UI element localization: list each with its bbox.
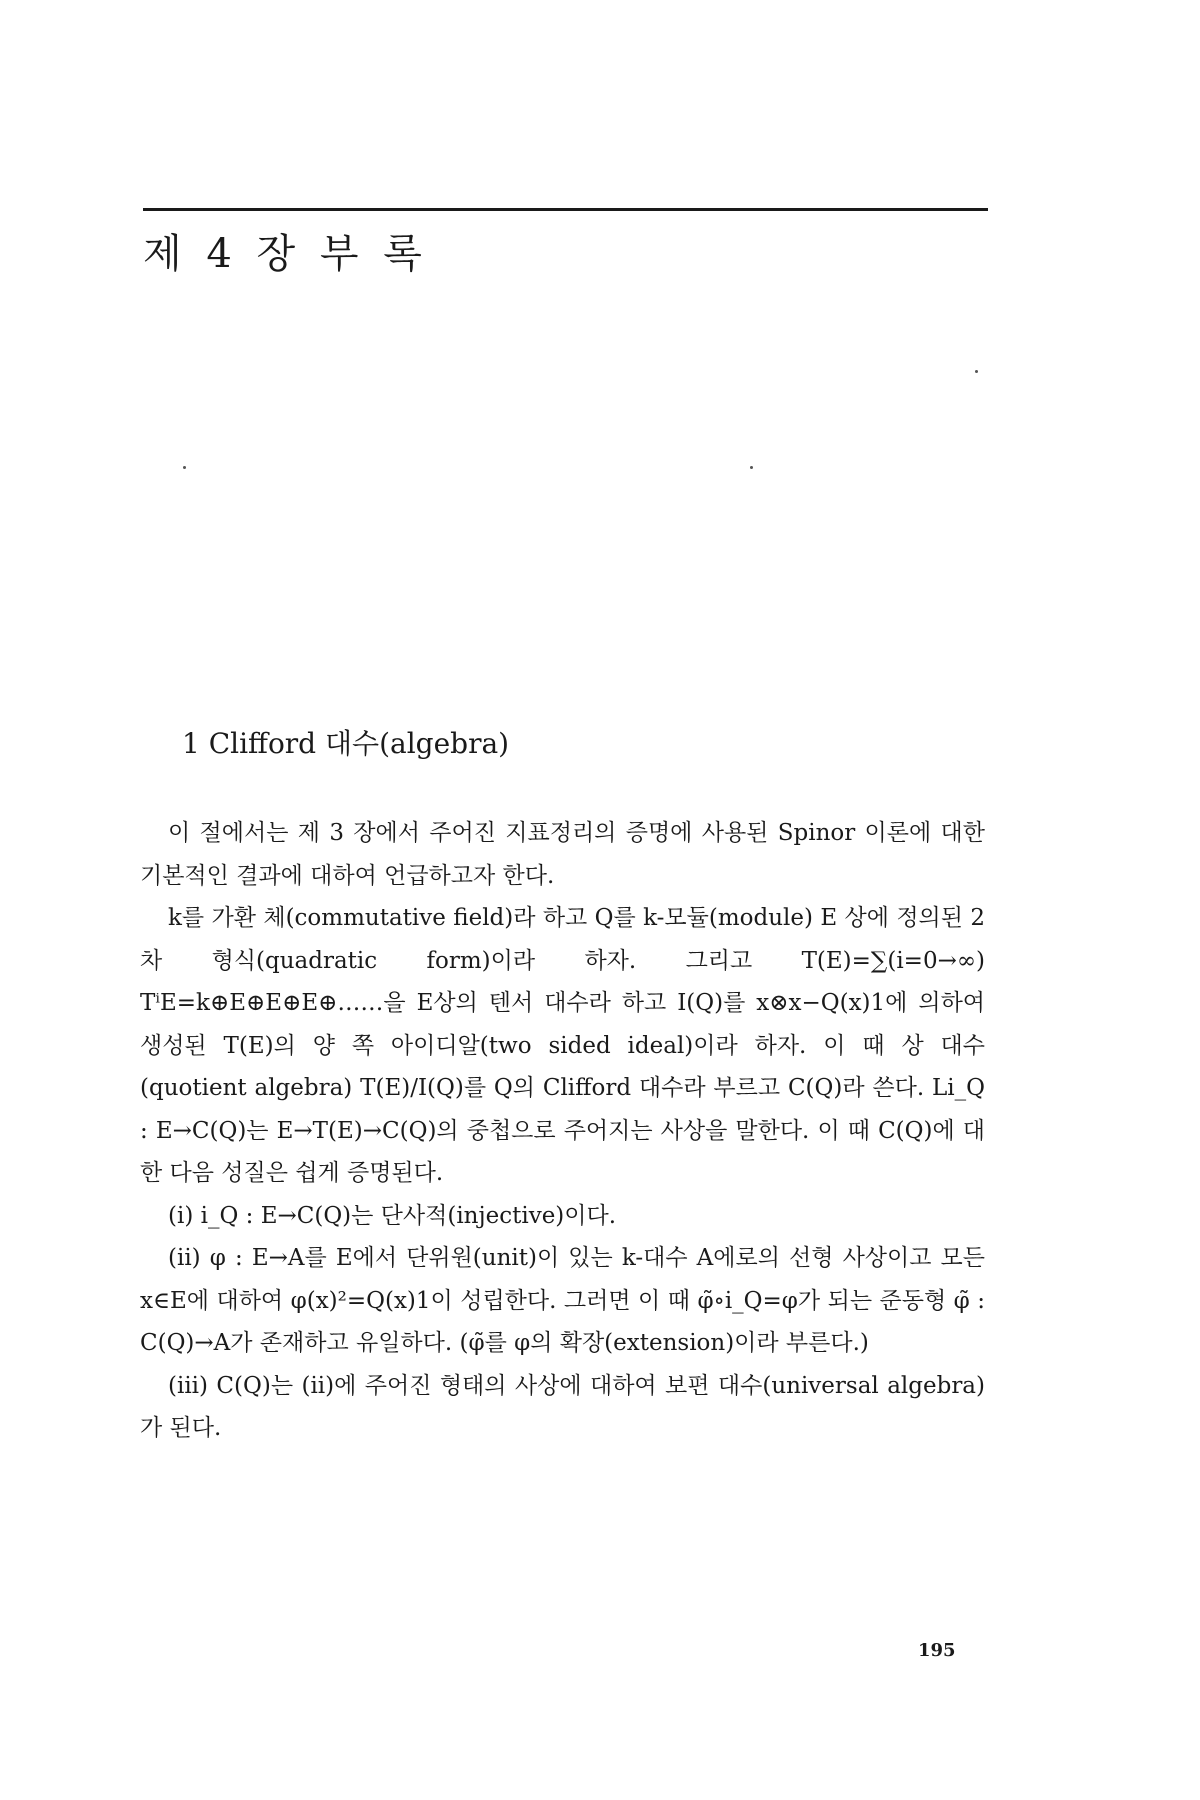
chapter-rule bbox=[143, 208, 988, 211]
paragraph: 이 절에서는 제 3 장에서 주어진 지표정리의 증명에 사용된 Spinor 이론에 대한 기본적인 결과에 대하여 언급하고자 한다. bbox=[140, 820, 985, 889]
property-item: (iii) C(Q)는 (ii)에 주어진 형태의 사상에 대하여 보편 대수(universal algebra)가 된다. bbox=[140, 1372, 985, 1441]
page-number: 195 bbox=[918, 1640, 956, 1661]
body-text bbox=[140, 812, 985, 1450]
property-item: (i) i_Q : E→C(Q)는 단사적(injective)이다. bbox=[168, 1202, 617, 1229]
scan-speck bbox=[750, 466, 753, 469]
property-item: (ii) φ : E→A를 E에서 단위원(unit)이 있는 k-대수 A에로의 선형 사상이고 모든 x∈E에 대하여 φ(x)²=Q(x)1이 성립한다. 그러면 이 때 φ̃∘i_Q=φ가 되는 준동형 φ̃ : C(Q)→A가 존재하고 유일하다. (φ̃를 φ의 확장(extension)이라 부른다.) bbox=[140, 1245, 985, 1356]
chapter-title: 제 4 장 부 록 bbox=[143, 231, 428, 277]
scan-speck bbox=[975, 370, 978, 373]
paragraph: k를 가환 체(commutative field)라 하고 Q를 k-모듈(module) E 상에 정의된 2차 형식(quadratic form)이라 하자. 그리고 T(E)=∑(i=0→∞) TⁱE=k⊕E⊕E⊕E⊕……을 E상의 텐서 대수라 하고 I(Q)를 x⊗x−Q(x)1에 의하여 생성된 T(E)의 양 쪽 아이디알(two sided ideal)이라 하자. 이 때 상 대수(quotient algebra) T(E)/I(Q)를 Q의 Clifford 대수라 부르고 C(Q)라 쓴다. Li_Q : E→C(Q)는 E→T(E)→C(Q)의 중첩으로 주어지는 사상을 말한다. 이 때 C(Q)에 대한 다음 성질은 쉽게 증명된다. bbox=[140, 905, 985, 1186]
scan-speck bbox=[183, 466, 186, 469]
section-heading: 1 Clifford 대수(algebra) bbox=[182, 727, 510, 760]
